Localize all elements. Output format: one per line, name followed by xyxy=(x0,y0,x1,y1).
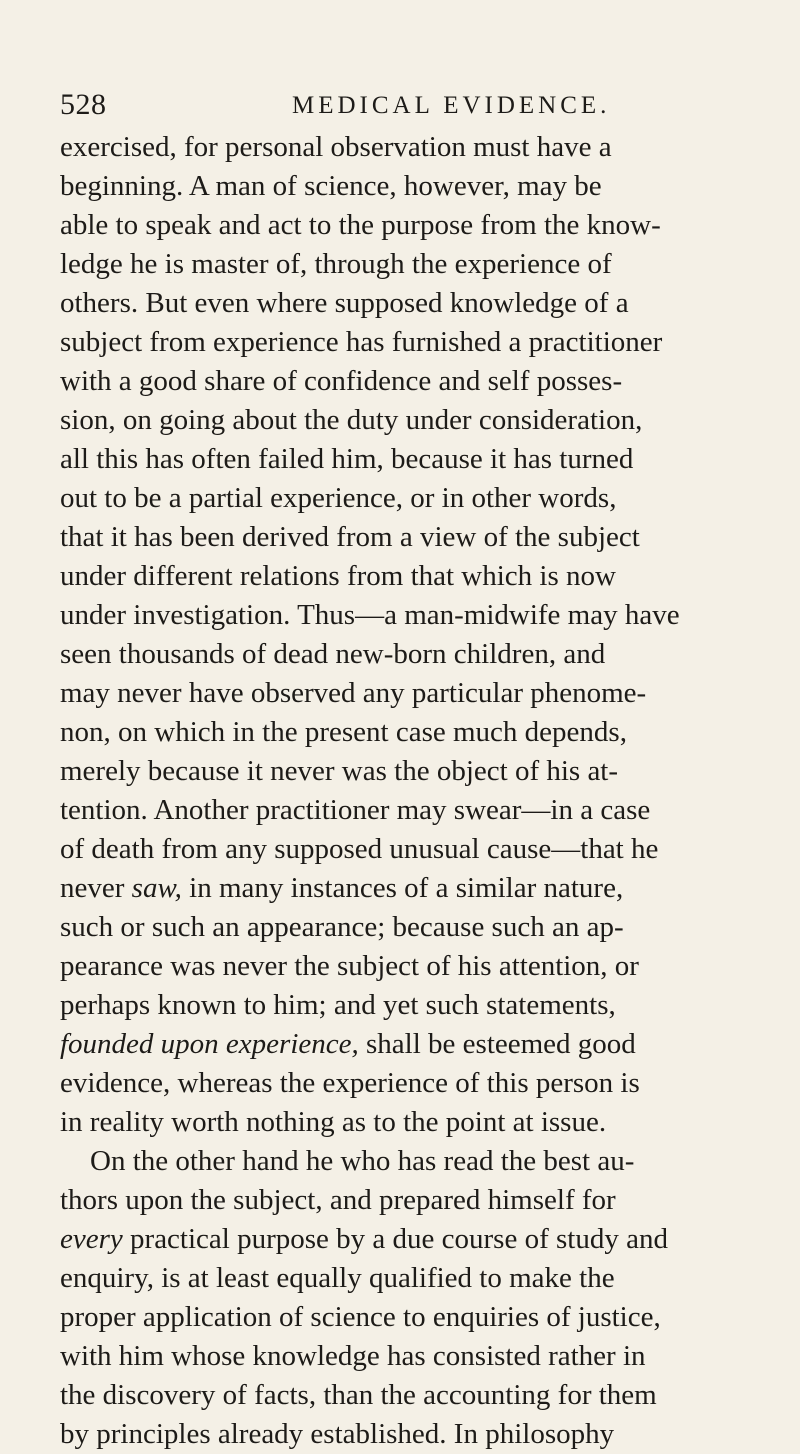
text-line: able to speak and act to the purpose from the know- xyxy=(60,209,661,241)
text-line: out to be a partial experience, or in other words, xyxy=(60,482,617,514)
italic-text: saw, xyxy=(131,872,182,904)
text-line: seen thousands of dead new-born children, and xyxy=(60,638,606,670)
text-line: subject from experience has furnished a practitioner xyxy=(60,326,663,358)
text-line: perhaps known to him; and yet such statements, xyxy=(60,989,616,1021)
text-run: in many instances of a similar nature, xyxy=(181,872,624,904)
text-line: with a good share of confidence and self posses- xyxy=(60,365,623,397)
text-line: ledge he is master of, through the experience of xyxy=(60,248,612,280)
page-number: 528 xyxy=(60,88,107,121)
text-run: shall be esteemed good xyxy=(358,1028,636,1060)
text-line: with him whose knowledge has consisted rather in xyxy=(60,1340,646,1372)
text-line: may never have observed any particular phenome- xyxy=(60,677,647,709)
text-line xyxy=(60,869,800,908)
text-line: in reality worth nothing as to the point at issue. xyxy=(60,1106,607,1138)
text-line: enquiry, is at least equally qualified to make the xyxy=(60,1262,615,1294)
page-header xyxy=(60,88,750,124)
text-line xyxy=(60,1025,800,1064)
text-line: by principles already established. In philosophy xyxy=(60,1418,615,1450)
text-line: under different relations from that which is now xyxy=(60,560,616,592)
text-line: under investigation. Thus—a man-midwife may have xyxy=(60,599,680,631)
body-text xyxy=(60,128,800,1454)
text-line: evidence, whereas the experience of this person is xyxy=(60,1067,640,1099)
text-line-paragraph-start: On the other hand he who has read the best au- xyxy=(90,1145,635,1177)
text-line: tention. Another practitioner may swear—in a case xyxy=(60,794,651,826)
text-line: exercised, for personal observation must have a xyxy=(60,131,612,163)
text-line: that it has been derived from a view of the subject xyxy=(60,521,640,553)
text-line: of death from any supposed unusual cause—that he xyxy=(60,833,659,865)
italic-text: every xyxy=(60,1223,123,1255)
text-line: the discovery of facts, than the accounting for them xyxy=(60,1379,657,1411)
text-run: practical purpose by a due course of study and xyxy=(122,1223,668,1255)
text-line: all this has often failed him, because it has turned xyxy=(60,443,634,475)
running-head: MEDICAL EVIDENCE. xyxy=(292,92,611,119)
text-line: others. But even where supposed knowledge of a xyxy=(60,287,629,319)
text-line: thors upon the subject, and prepared himself for xyxy=(60,1184,616,1216)
text-line: pearance was never the subject of his attention, or xyxy=(60,950,639,982)
text-run: never xyxy=(60,872,132,904)
text-line: such or such an appearance; because such an ap- xyxy=(60,911,624,943)
text-line: sion, on going about the duty under consideration, xyxy=(60,404,643,436)
text-line: merely because it never was the object of his at- xyxy=(60,755,619,787)
italic-text: founded upon experience, xyxy=(60,1028,359,1060)
text-line: proper application of science to enquiries of justice, xyxy=(60,1301,661,1333)
text-line: beginning. A man of science, however, may be xyxy=(60,170,602,202)
text-line: non, on which in the present case much depends, xyxy=(60,716,627,748)
text-line xyxy=(60,1220,800,1259)
